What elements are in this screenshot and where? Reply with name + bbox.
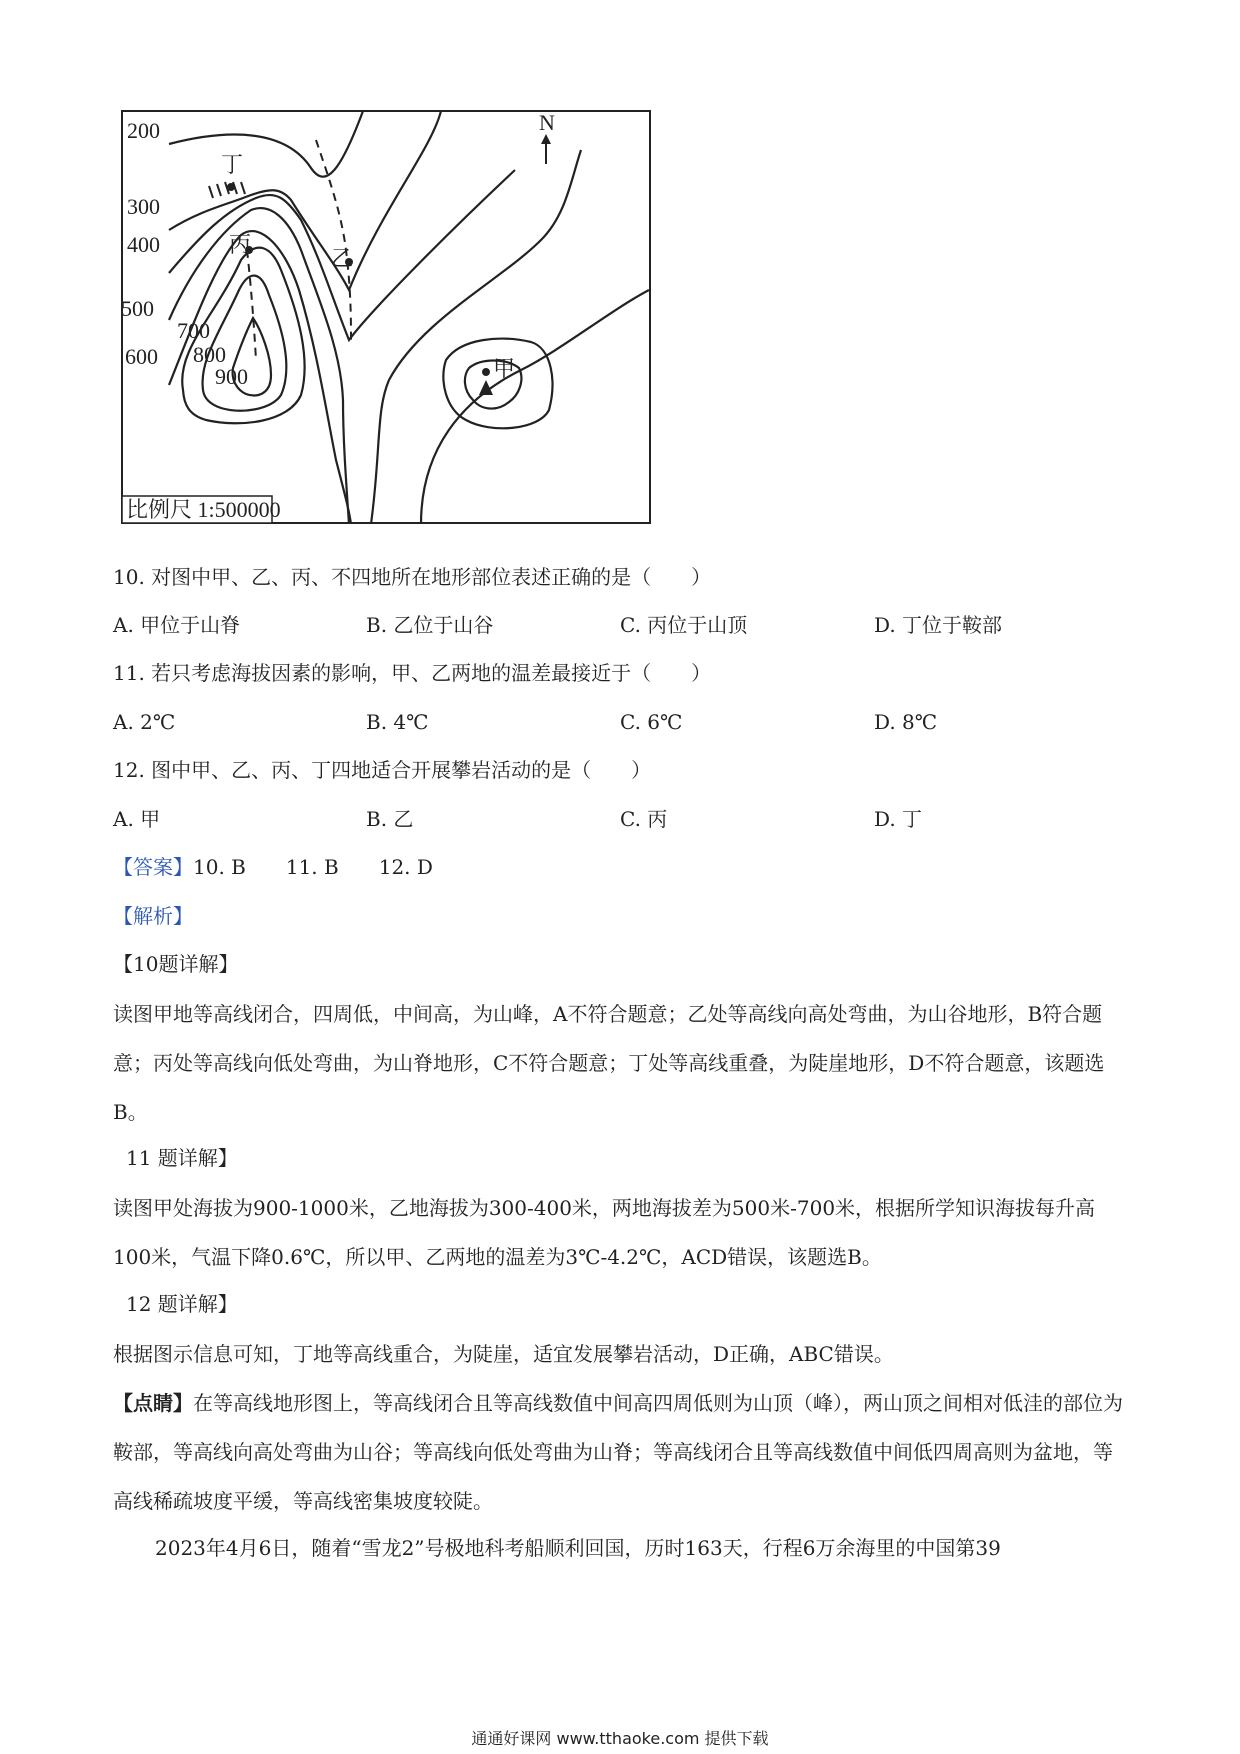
place-label-yi: 乙	[331, 246, 354, 271]
answer-tag: 【答案】	[113, 855, 193, 879]
tip-body: 在等高线地形图上，等高线闭合且等高线数值中间高四周低则为山顶（峰），两山顶之间相对低洼的部位为鞍部，等高线向高处弯曲为山谷；等高线向低处弯曲为山脊；等高线闭合且等高线数值中间低四周高则为盆地，等高线稀疏坡度平缓，等高线密集坡度较陡。	[113, 1391, 1123, 1513]
analysis-tag: 【解析】	[113, 904, 193, 928]
q11-option-a: A. 2℃	[113, 710, 176, 734]
question-11-stem: 11. 若只考虑海拔因素的影响，甲、乙两地的温差最接近于（ ）	[113, 661, 712, 685]
contour-label-600: 600	[125, 344, 158, 369]
answer-line	[113, 853, 433, 881]
contour-label-700: 700	[177, 318, 210, 343]
contour-label-200: 200	[127, 118, 160, 143]
footer-credit: 通通好课网 www.tthaoke.com 提供下载	[471, 1729, 769, 1748]
q12-heading: 12 题详解】	[126, 1292, 238, 1316]
point-ding	[227, 183, 235, 191]
answer-text: 10. B 11. B 12. D	[193, 855, 433, 879]
q12-option-a: A. 甲	[113, 807, 161, 831]
question-12-stem: 12. 图中甲、乙、丙、丁四地适合开展攀岩活动的是（ ）	[113, 758, 652, 782]
place-label-jia: 甲	[493, 356, 516, 381]
north-arrow-icon	[541, 134, 551, 164]
q10-option-d: D. 丁位于鞍部	[874, 613, 1003, 637]
contour-label-400: 400	[127, 232, 160, 257]
north-label: N	[539, 110, 555, 135]
place-label-ding: 丁	[221, 152, 244, 177]
q11-body: 读图甲处海拔为900-1000米，乙地海拔为300-400米，两地海拔差为500米-700米，根据所学知识海拔每升高100米，气温下降0.6℃，所以甲、乙两地的温差为3℃-4.2℃，ACD错误，该题选B。	[113, 1196, 1096, 1269]
q11-option-b: B. 4℃	[366, 710, 429, 734]
question-10-stem: 10. 对图中甲、乙、丙、不四地所在地形部位表述正确的是（ ）	[113, 565, 712, 589]
q10-option-b: B. 乙位于山谷	[366, 613, 494, 637]
q10-heading: 【10题详解】	[113, 952, 239, 976]
contour-label-300: 300	[127, 194, 160, 219]
tip-paragraph	[113, 1379, 1128, 1526]
q12-option-c: C. 丙	[620, 807, 668, 831]
q10-body: 读图甲地等高线闭合，四周低，中间高，为山峰，A不符合题意；乙处等高线向高处弯曲，为山谷地形，B符合题意；丙处等高线向低处弯曲，为山脊地形，C不符合题意；丁处等高线重叠，为陡崖地形，D不符合题意，该题选B。	[113, 1002, 1105, 1124]
scale-label: 比例尺 1:500000	[126, 497, 281, 522]
q12-option-b: B. 乙	[366, 807, 414, 831]
contour-map	[121, 110, 651, 524]
contour-label-500: 500	[121, 296, 154, 321]
q11-option-d: D. 8℃	[874, 710, 938, 734]
q10-option-c: C. 丙位于山顶	[620, 613, 748, 637]
point-jia	[482, 368, 490, 376]
contour-label-900: 900	[215, 364, 248, 389]
q11-heading: 11 题详解】	[126, 1146, 238, 1170]
map-frame	[122, 111, 650, 523]
contour-label-800: 800	[193, 342, 226, 367]
place-label-bing: 丙	[229, 232, 252, 257]
contour-200	[169, 111, 363, 177]
q10-option-a: A. 甲位于山脊	[113, 613, 241, 637]
q12-body: 根据图示信息可知，丁地等高线重合，为陡崖，适宜发展攀岩活动，D正确，ABC错误。	[113, 1342, 894, 1366]
contour-right	[421, 290, 649, 524]
q12-option-d: D. 丁	[874, 807, 923, 831]
contour-map-svg	[121, 110, 651, 524]
ridge-line	[247, 250, 256, 360]
cliff-hatch	[209, 182, 245, 198]
q11-option-c: C. 6℃	[620, 710, 683, 734]
next-paragraph: 2023年4月6日，随着“雪龙2”号极地科考船顺利回国，历时163天，行程6万余海里的中国第39	[155, 1536, 1001, 1560]
tip-tag: 【点睛】	[113, 1391, 193, 1415]
